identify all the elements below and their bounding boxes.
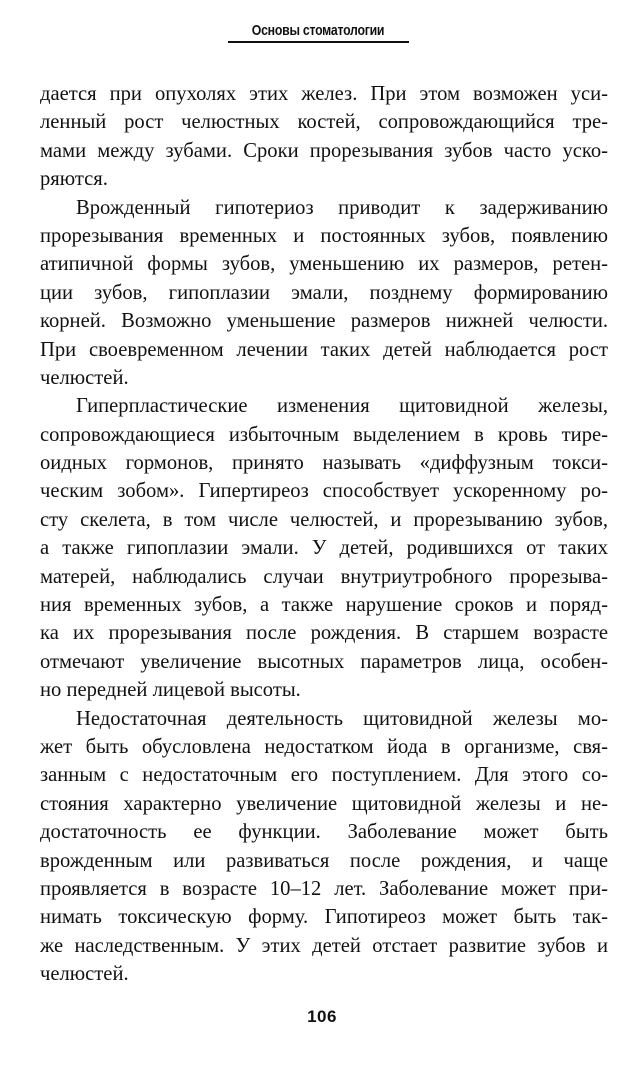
- text-line: Врожденный гипотериоз приводит к задерживанию: [76, 196, 608, 219]
- text-line: врожденным или развиваться после рождения, и чаще: [40, 849, 608, 872]
- text-line: челюстей.: [40, 963, 129, 986]
- paragraph-1: [40, 80, 608, 194]
- text-line: атипичной формы зубов, уменьшению их размеров, ретен-: [40, 253, 608, 276]
- text-line: нимать токсическую форму. Гипотиреоз может быть так-: [40, 906, 608, 929]
- text-line: При своевременном лечении таких детей наблюдается рост: [40, 338, 608, 361]
- text-line: ния временных зубов, а также нарушение сроков и поряд-: [40, 594, 608, 617]
- text-line: достаточность ее функции. Заболевание может быть: [40, 821, 608, 844]
- running-header: Основы стоматологии: [251, 22, 385, 39]
- text-line: же наследственным. У этих детей отстает развитие зубов и: [40, 934, 608, 957]
- text-line: Недостаточная деятельность щитовидной железы мо-: [76, 707, 608, 730]
- text-line: но передней лицевой высоты.: [40, 679, 301, 702]
- text-line: оидных гормонов, принято называть «диффузным токси-: [40, 452, 608, 475]
- text-line: мами между зубами. Сроки прорезывания зубов часто уско-: [40, 139, 608, 162]
- text-line: челюстей.: [40, 366, 129, 389]
- paragraph-2: [40, 194, 608, 393]
- text-line: проявляется в возрасте 10–12 лет. Заболевание может при-: [40, 877, 608, 900]
- text-line: ции зубов, гипоплазии эмали, позднему формированию: [40, 281, 608, 304]
- text-line: а также гипоплазии эмали. У детей, родившихся от таких: [40, 537, 608, 560]
- page-number: 106: [307, 1007, 337, 1026]
- text-line: сту скелета, в том числе челюстей, и прорезыванию зубов,: [40, 508, 608, 531]
- text-line: ческим зобом». Гипертиреоз способствует ускоренному ро-: [40, 480, 608, 503]
- text-line: ряются.: [40, 168, 108, 191]
- text-line: корней. Возможно уменьшение размеров нижней челюсти.: [40, 310, 608, 333]
- paragraph-4: [40, 705, 608, 989]
- text-line: дается при опухолях этих желез. При этом возможен уси-: [40, 83, 608, 105]
- text-line: стояния характерно увеличение щитовидной железы и не-: [40, 792, 608, 815]
- text-line: ленный рост челюстных костей, сопровождающийся тре-: [40, 111, 608, 134]
- text-line: отмечают увеличение высотных параметров лица, особен-: [40, 650, 608, 673]
- text-line: занным с недостаточным его поступлением. Для этого со-: [40, 764, 608, 787]
- text-line: прорезывания временных и постоянных зубов, появлению: [40, 224, 608, 247]
- header-rule: [228, 41, 409, 43]
- paragraph-3: [40, 392, 608, 704]
- text-line: Гиперпластические изменения щитовидной железы,: [76, 395, 608, 418]
- text-line: сопровождающиеся избыточным выделением в кровь тире-: [40, 423, 608, 446]
- body-text: [40, 80, 608, 989]
- text-line: матерей, наблюдались случаи внутриутробного прорезыва-: [40, 565, 608, 588]
- text-line: жет быть обусловлена недостатком йода в организме, свя-: [40, 735, 608, 758]
- text-line: ка их прорезывания после рождения. В старшем возрасте: [40, 622, 608, 645]
